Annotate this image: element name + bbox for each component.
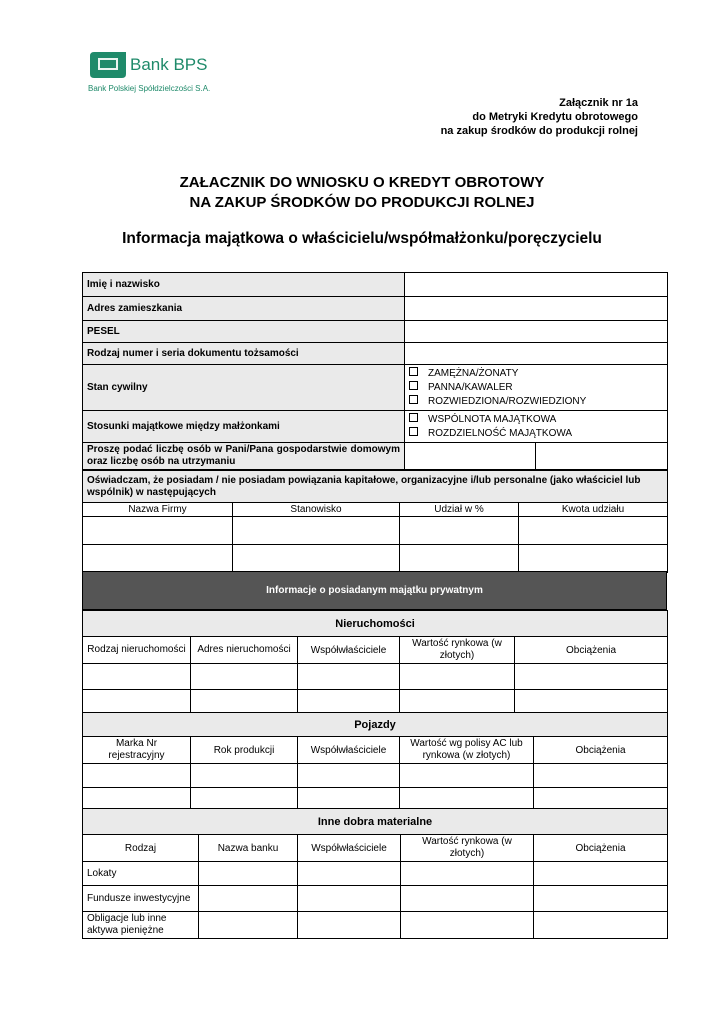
- vehicles-title: Pojazdy: [83, 713, 668, 737]
- cell[interactable]: [233, 545, 400, 573]
- cell[interactable]: [401, 862, 534, 886]
- col-share-percent: Udział w %: [400, 503, 519, 517]
- bank-name: Bank BPS: [130, 55, 208, 74]
- cell[interactable]: [519, 545, 668, 573]
- cell[interactable]: [401, 886, 534, 912]
- cell[interactable]: [401, 912, 534, 939]
- property-option-label: WSPÓLNOTA MAJĄTKOWA: [428, 413, 557, 425]
- annex-line-3: na zakup środków do produkcji rolnej: [440, 125, 638, 137]
- property-option-separate[interactable]: [409, 427, 663, 441]
- checkbox-icon[interactable]: [409, 395, 418, 404]
- personal-info-table: [82, 272, 668, 470]
- col-market-value: Wartość rynkowa (w złotych): [400, 637, 515, 664]
- civil-option-label: ROZWIEDZIONA/ROZWIEDZIONY: [428, 395, 587, 407]
- checkbox-icon[interactable]: [409, 427, 418, 436]
- civil-option-divorced[interactable]: [409, 395, 663, 409]
- address-label: Adres zamieszkania: [83, 297, 405, 321]
- cell[interactable]: [298, 912, 401, 939]
- table-row: [83, 664, 668, 690]
- cell[interactable]: [298, 764, 400, 788]
- bank-subtitle: Bank Polskiej Spółdzielczości S.A.: [88, 84, 211, 93]
- cell[interactable]: [83, 664, 191, 690]
- col-share-amount: Kwota udziału: [519, 503, 668, 517]
- assets-header-table: [82, 571, 667, 610]
- cell[interactable]: [298, 886, 401, 912]
- cell[interactable]: [534, 764, 668, 788]
- cell[interactable]: [191, 764, 298, 788]
- col-property-type: Rodzaj nieruchomości: [83, 637, 191, 664]
- assets-header: Informacje o posiadanym majątku prywatnym: [83, 572, 667, 610]
- col-co-owners: Współwłaściciele: [298, 637, 400, 664]
- property-relations-label: Stosunki majątkowe między małżonkami: [83, 411, 405, 443]
- title-line-1: ZAŁACZNIK DO WNIOSKU O KREDYT OBROTOWY: [179, 174, 545, 191]
- pesel-field[interactable]: [405, 321, 668, 343]
- cell[interactable]: [199, 912, 298, 939]
- row-deposits: Lokaty: [83, 862, 199, 886]
- real-estate-title: Nieruchomości: [83, 611, 668, 637]
- col-encumbrances: Obciążenia: [534, 835, 668, 862]
- dependents-field[interactable]: [536, 443, 668, 470]
- cell[interactable]: [298, 862, 401, 886]
- annex-line-2: do Metryki Kredytu obrotowego: [472, 111, 638, 123]
- table-row: [83, 862, 668, 886]
- col-make-registration: Marka Nr rejestracyjny: [83, 737, 191, 764]
- row-investment-funds: Fundusze inwestycyjne: [83, 886, 199, 912]
- name-field[interactable]: [405, 273, 668, 297]
- table-row: [83, 912, 668, 939]
- cell[interactable]: [400, 517, 519, 545]
- col-co-owners: Współwłaściciele: [298, 835, 401, 862]
- cell[interactable]: [519, 517, 668, 545]
- annex-reference: [441, 96, 638, 138]
- property-options: [405, 411, 668, 443]
- other-assets-table: [82, 808, 668, 939]
- document-field[interactable]: [405, 343, 668, 365]
- checkbox-icon[interactable]: [409, 367, 418, 376]
- annex-line-1: Załącznik nr 1a: [559, 97, 638, 109]
- table-row: [83, 886, 668, 912]
- property-option-label: ROZDZIELNOŚĆ MAJĄTKOWA: [428, 427, 573, 439]
- cell[interactable]: [534, 862, 668, 886]
- table-row: [83, 764, 668, 788]
- col-bank-name: Nazwa banku: [199, 835, 298, 862]
- civil-option-label: PANNA/KAWALER: [428, 381, 513, 393]
- pesel-label: PESEL: [83, 321, 405, 343]
- cell[interactable]: [233, 517, 400, 545]
- other-assets-title: Inne dobra materialne: [83, 809, 668, 835]
- col-company-name: Nazwa Firmy: [83, 503, 233, 517]
- civil-option-single[interactable]: [409, 381, 663, 395]
- address-field[interactable]: [405, 297, 668, 321]
- name-label: Imię i nazwisko: [83, 273, 405, 297]
- row-bonds: Obligacje lub inne aktywa pieniężne: [83, 912, 199, 939]
- real-estate-table: [82, 610, 668, 716]
- document-subtitle: Informacja majątkowa o właścicielu/współmałżonku/poręczycielu: [122, 230, 602, 247]
- household-label: Proszę podać liczbę osób w Pani/Pana gospodarstwie domowym oraz liczbę osób na utrzymaniu: [83, 443, 405, 470]
- civil-option-married[interactable]: [409, 367, 663, 381]
- vehicles-table: [82, 712, 668, 812]
- cell[interactable]: [199, 886, 298, 912]
- cell[interactable]: [534, 886, 668, 912]
- col-market-value: Wartość rynkowa (w złotych): [401, 835, 534, 862]
- civil-status-options: [405, 365, 668, 411]
- document-label: Rodzaj numer i seria dokumentu tożsamości: [83, 343, 405, 365]
- checkbox-icon[interactable]: [409, 413, 418, 422]
- title-line-2: NA ZAKUP ŚRODKÓW DO PRODUKCJI ROLNEJ: [189, 194, 535, 211]
- table-row: [83, 517, 668, 545]
- table-row: [83, 545, 668, 573]
- civil-option-label: ZAMĘŻNA/ŻONATY: [428, 367, 519, 379]
- col-encumbrances: Obciążenia: [534, 737, 668, 764]
- cell[interactable]: [515, 664, 668, 690]
- col-co-owners: Współwłaściciele: [298, 737, 400, 764]
- cell[interactable]: [400, 764, 534, 788]
- cell[interactable]: [298, 664, 400, 690]
- col-property-address: Adres nieruchomości: [191, 637, 298, 664]
- cell[interactable]: [400, 545, 519, 573]
- cell[interactable]: [191, 664, 298, 690]
- col-production-year: Rok produkcji: [191, 737, 298, 764]
- col-policy-value: Wartość wg polisy AC lub rynkowa (w złotych): [400, 737, 534, 764]
- declaration-table: [82, 470, 668, 573]
- cell[interactable]: [83, 517, 233, 545]
- cell[interactable]: [83, 764, 191, 788]
- cell[interactable]: [83, 545, 233, 573]
- cell[interactable]: [534, 912, 668, 939]
- civil-status-label: Stan cywilny: [83, 365, 405, 411]
- col-type: Rodzaj: [83, 835, 199, 862]
- document-title: [0, 173, 724, 213]
- declaration-text: Oświadczam, że posiadam / nie posiadam powiązania kapitałowe, organizacyjne i/lub personalne (jako właściciel lub wspólnik) w następujących: [83, 471, 668, 503]
- cell[interactable]: [400, 664, 515, 690]
- cell[interactable]: [199, 862, 298, 886]
- checkbox-icon[interactable]: [409, 381, 418, 390]
- property-option-joint[interactable]: [409, 413, 663, 427]
- col-encumbrances: Obciążenia: [515, 637, 668, 664]
- household-size-field[interactable]: [405, 443, 536, 470]
- col-position: Stanowisko: [233, 503, 400, 517]
